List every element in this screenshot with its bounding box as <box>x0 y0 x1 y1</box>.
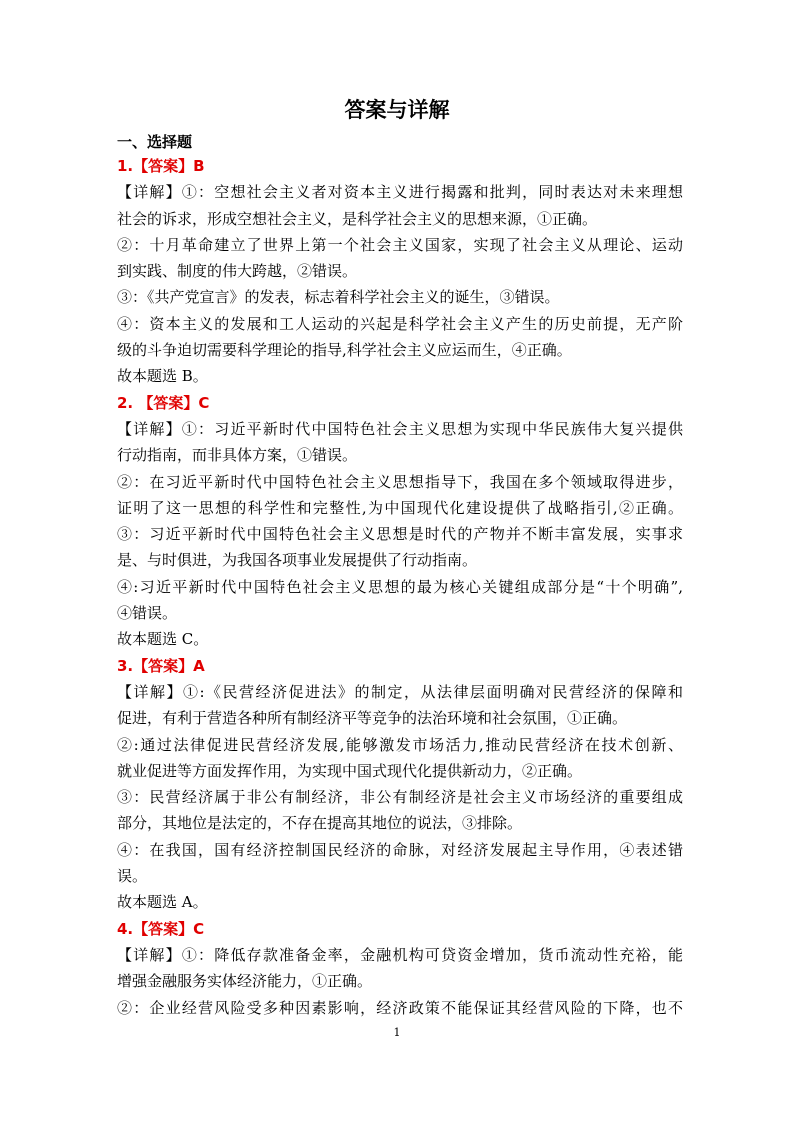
explanation-line: 增强金融服务实体经济能力，①正确。 <box>117 972 373 991</box>
explanation-line: ②：在习近平新时代中国特色社会主义思想指导下，我国在多个领域取得进步， <box>117 472 683 491</box>
explanation-line: 【详解】①：空想社会主义者对资本主义进行揭露和批判，同时表达对未来理想 <box>117 183 683 202</box>
explanation-line: 【详解】①：降低存款准备金率，金融机构可贷资金增加，货币流动性充裕，能 <box>117 945 683 964</box>
explanation-line: ③：民营经济属于非公有制经济，非公有制经济是社会主义市场经济的重要组成 <box>117 788 683 807</box>
explanation-line: 证明了这一思想的科学性和完整性,为中国现代化建设提供了战略指引,②正确。 <box>117 498 683 517</box>
page-number: 1 <box>393 1026 401 1039</box>
section-heading: 一、选择题 <box>117 133 193 151</box>
page-title: 答案与详解 <box>344 98 450 122</box>
explanation-line: ②：企业经营风险受多种因素影响，经济政策不能保证其经营风险的下降，也不 <box>117 998 683 1017</box>
question-block <box>117 653 683 916</box>
answer-label: 4.【答案】C <box>117 919 205 938</box>
explanation-line: 社会的诉求，形成空想社会主义，是科学社会主义的思想来源，①正确。 <box>117 209 598 228</box>
explanation-line: ④:习近平新时代中国特色社会主义思想的最为核心关键组成部分是“十个明确”, <box>117 577 683 596</box>
explanation-line: 是、与时俱进，为我国各项事业发展提供了行动指南。 <box>117 551 478 570</box>
answer-label: 1.【答案】B <box>117 157 205 175</box>
explanation-line: 就业促进等方面发挥作用，为实现中国式现代化提供新动力，②正确。 <box>117 761 583 780</box>
explanation-line: 故本题选 B。 <box>117 367 208 386</box>
explanation-line: 【详解】①:《民营经济促进法》的制定，从法律层面明确对民营经济的保障和 <box>117 682 683 701</box>
question-block <box>117 153 683 390</box>
explanation-line: 到实践、制度的伟大跨越，②错误。 <box>117 262 358 281</box>
explanation-line: 行动指南，而非具体方案，①错误。 <box>117 446 358 465</box>
explanation-line: ③：《共产党宣言》的发表，标志着科学社会主义的诞生，③错误。 <box>117 288 560 307</box>
explanation-line: ③：习近平新时代中国特色社会主义思想是时代的产物并不断丰富发展，实事求 <box>117 525 683 544</box>
explanation-line: ②:通过法律促进民营经济发展,能够激发市场活力,推动民营经济在技术创新、 <box>117 735 683 754</box>
explanation-line: 促进，有利于营造各种所有制经济平等竞争的法治环境和社会氛围，①正确。 <box>117 709 628 728</box>
explanation-line: ②：十月革命建立了世界上第一个社会主义国家，实现了社会主义从理论、运动 <box>117 235 683 254</box>
explanation-line: 误。 <box>117 867 148 886</box>
question-block <box>117 390 683 653</box>
explanation-line: 【详解】①：习近平新时代中国特色社会主义思想为实现中华民族伟大复兴提供 <box>117 419 683 438</box>
explanation-line: ④错误。 <box>117 604 178 623</box>
explanation-line: 部分，其地位是法定的，不存在提高其地位的说法，③排除。 <box>117 814 523 833</box>
answer-label: 2. 【答案】C <box>117 393 210 412</box>
explanation-line: 故本题选 C。 <box>117 630 209 649</box>
question-block <box>117 916 683 1021</box>
answer-label: 3.【答案】A <box>117 656 205 675</box>
explanation-line: ④：资本主义的发展和工人运动的兴起是科学社会主义产生的历史前提，无产阶 <box>117 314 683 333</box>
explanation-line: ④：在我国，国有经济控制国民经济的命脉，对经济发展起主导作用，④表述错 <box>117 840 683 859</box>
explanation-line: 故本题选 A。 <box>117 893 208 912</box>
answer-content <box>117 153 683 1021</box>
explanation-line: 级的斗争迫切需要科学理论的指导,科学社会主义应运而生，④正确。 <box>117 341 572 360</box>
